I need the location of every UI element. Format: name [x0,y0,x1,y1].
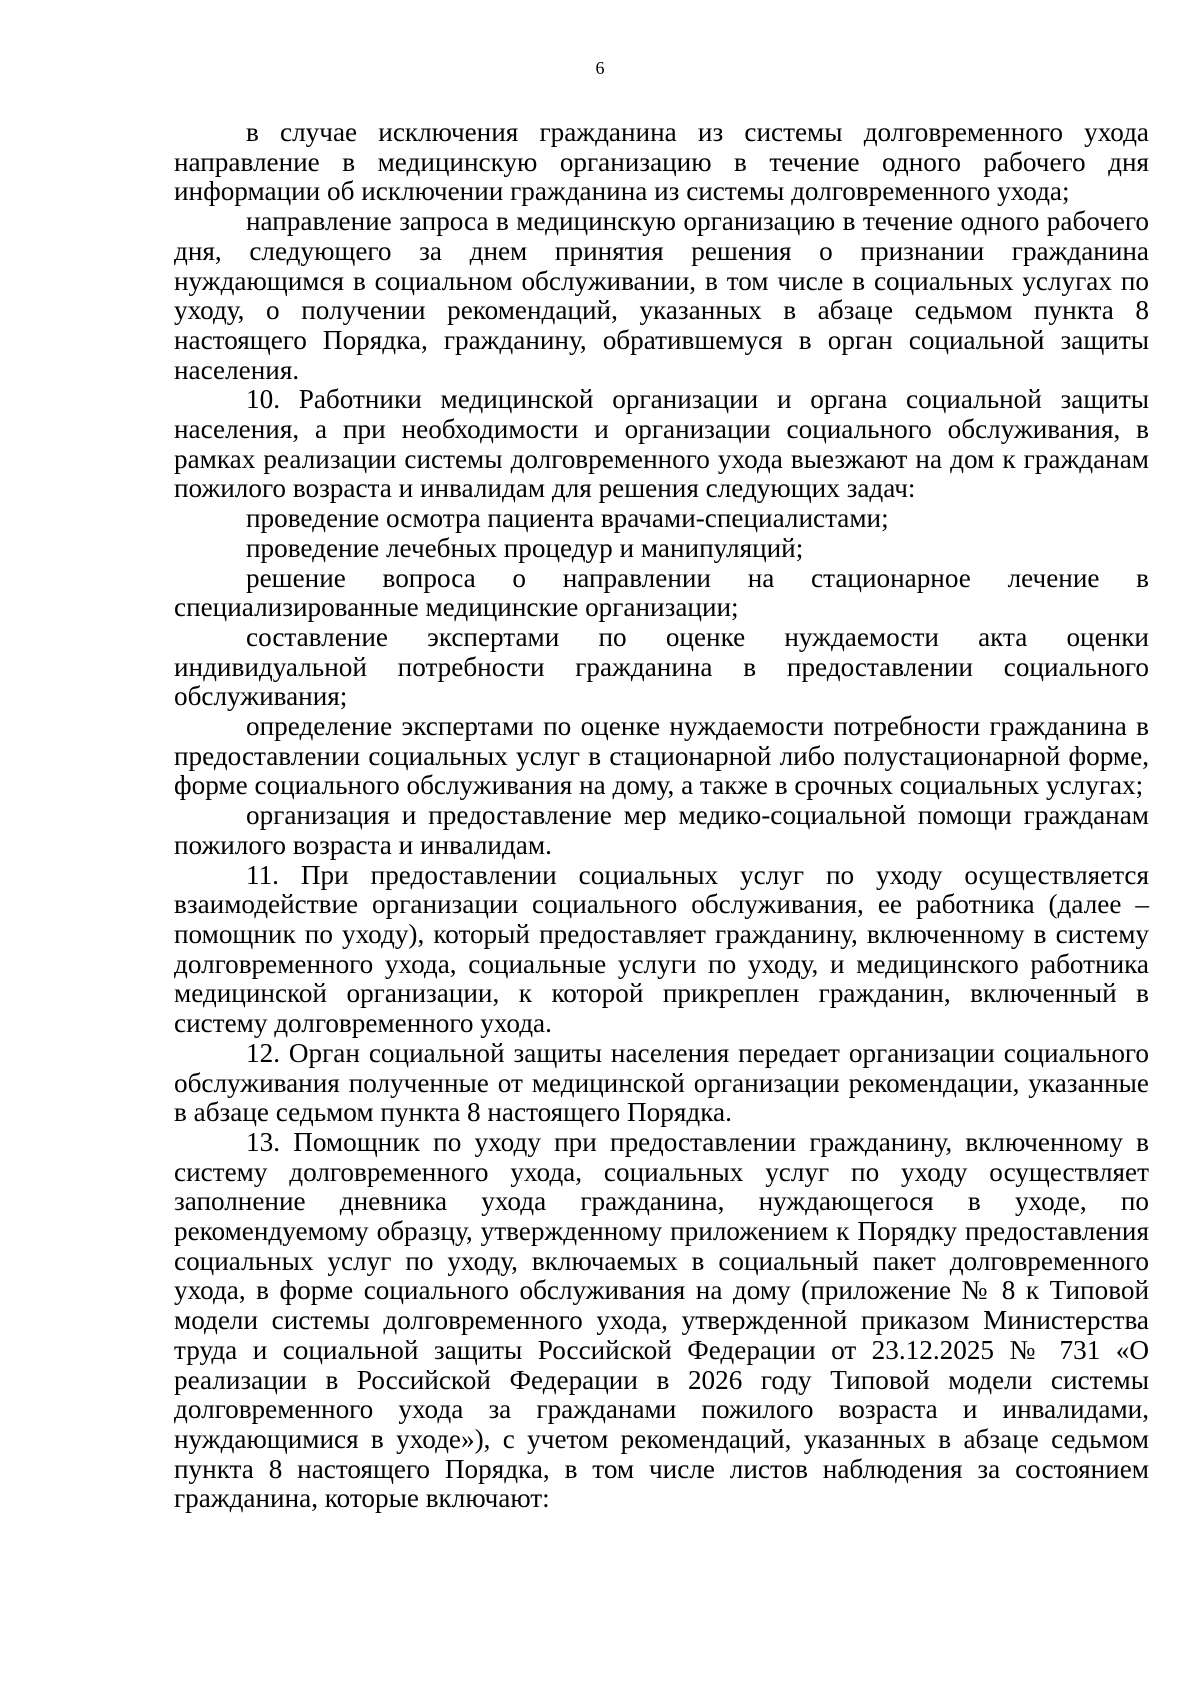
paragraph-task-assessment-act: составление экспертами по оценке нуждаемости акта оценки индивидуальной потребности гражданина в предоставлении социального обслуживания; [174,621,1149,712]
paragraph-exclusion-notice: в случае исключения гражданина из системы долговременного ухода направление в медицинскую организацию в течение одного рабочего дня информации об исключении гражданина из системы долговременного ухода; [174,117,1149,207]
paragraph-task-medico-social: организация и предоставление мер медико-социальной помощи гражданам пожилого возраста и инвалидам. [174,800,1149,860]
paragraph-item-12: 12. Орган социальной защиты населения передает организации социального обслуживания полученные от медицинской организации рекомендации, указанные в абзаце седьмом пункта 8 настоящего Порядка. [174,1037,1149,1128]
paragraph-task-service-form: определение экспертами по оценке нуждаемости потребности гражданина в предоставлении социальных услуг в стационарной либо полустационарной форме, форме социального обслуживания на дому, а также в срочных социальных услугах; [174,711,1149,801]
paragraph-request-recommendations: направление запроса в медицинскую организацию в течение одного рабочего дня, следующего за днем принятия решения о признании гражданина нуждающимся в социальном обслуживании, в том числе в социальных услугах по уходу, о получении рекомендаций, указанных в абзаце седьмом пункта 8 настоящего Порядка, гражданину, обратившемуся в орган социальной защиты населения. [174,206,1149,385]
document-body [174,118,1149,1514]
paragraph-task-procedures: проведение лечебных процедур и манипуляций; [246,532,804,563]
paragraph-task-examination: проведение осмотра пациента врачами-специалистами; [246,503,889,534]
page-number: 6 [595,58,605,78]
paragraph-item-11: 11. При предоставлении социальных услуг по уходу осуществляется взаимодействие организации социального обслуживания, ее работника (далее – помощник по уходу), который предоставляет гражданину, включенному в систему долговременного ухода, социальные услуги по уходу, и медицинского работника медицинской организации, к которой прикреплен гражданин, включенный в систему долговременного ухода. [174,859,1149,1039]
paragraph-item-13: 13. Помощник по уходу при предоставлении гражданину, включенному в систему долговременного ухода, социальных услуг по уходу осуществляет заполнение дневника ухода гражданина, нуждающегося в уходе, по рекомендуемому образцу, утвержденному приложением к Порядку предоставления социальных услуг по уходу, включаемых в социальный пакет долговременного ухода, в форме социального обслуживания на дому (приложение № 8 к Типовой модели системы долговременного ухода, утвержденной приказом Министерства труда и социальной защиты Российской Федерации от 23.12.2025 № 731 «О реализации в Российской Федерации в 2026 году Типовой модели системы долговременного ухода за гражданами пожилого возраста и инвалидами, нуждающимися в уходе»), с учетом рекомендаций, указанных в абзаце седьмом пункта 8 настоящего Порядка, в том числе листов наблюдения за состоянием гражданина, которые включают: [174,1126,1149,1514]
paragraph-item-10: 10. Работники медицинской организации и органа социальной защиты населения, а при необходимости и организации социального обслуживания, в рамках реализации системы долговременного ухода выезжают на дом к гражданам пожилого возраста и инвалидам для решения следующих задач: [174,384,1149,504]
paragraph-task-hospitalization: решение вопроса о направлении на стационарное лечение в специализированные медицинские организации; [174,562,1149,623]
